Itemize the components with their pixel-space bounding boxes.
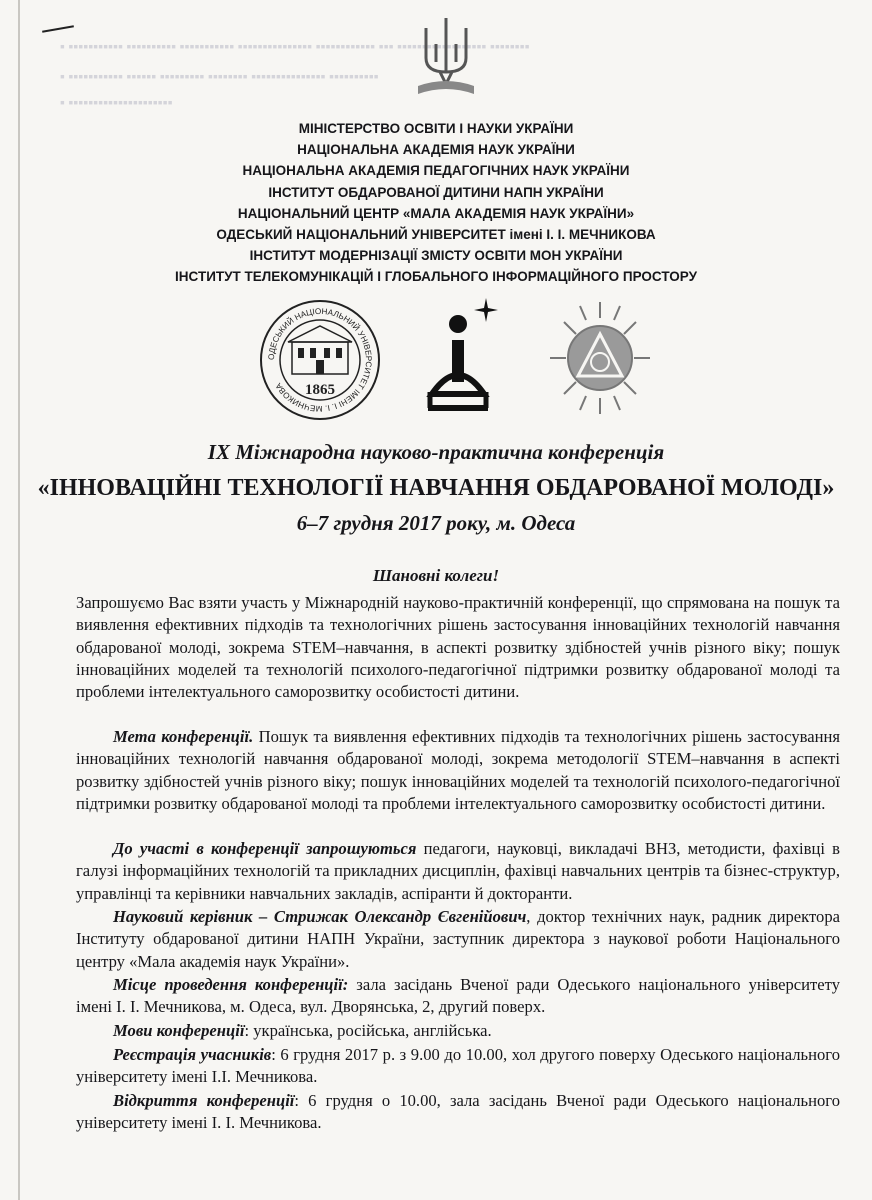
paragraph-lead: Науковий керівник – Стрижак Олександр Євгенійович xyxy=(113,907,527,926)
paragraph-registration xyxy=(76,1044,840,1089)
organization-line: ІНСТИТУТ ТЕЛЕКОМУНІКАЦІЙ І ГЛОБАЛЬНОГО ІНФОРМАЦІЙНОГО ПРОСТОРУ xyxy=(175,269,697,285)
paragraph-text: зала засідань Вченої ради Одеського національного університету імені І. І. Мечникова, м. Одеса, вул. Дворянська, 2, другий поверх. xyxy=(76,975,840,1017)
paragraph-text: Пошук та виявлення ефективних підходів та технологічних рішень застосування інноваційних технологій навчання обдарованої молоді, зокрема методології STEM–навчання в аспекті розвитку здібностей учнів різного віку; пошук інноваційних моделей та технологій психолого-педагогічної підтримки розвитку обдарованої молоді та проблеми інтелектуального саморозвитку особистості дитини. xyxy=(76,727,840,813)
organization-line: ІНСТИТУТ МОДЕРНІЗАЦІЇ ЗМІСТУ ОСВІТИ МОН УКРАЇНИ xyxy=(249,248,623,264)
gifted-child-institute-logo-icon xyxy=(422,296,502,414)
paragraph-text: : 6 грудня 2017 р. з 9.00 до 10.00, хол другого поверху Одеського національного університету імені І.І. Мечникова. xyxy=(76,1045,840,1087)
mal-academy-logo-icon xyxy=(548,300,652,416)
greeting: Шановні колеги! xyxy=(372,566,500,585)
bleed-through-text: ▪ ▪▪▪▪▪▪▪▪▪▪▪ ▪▪▪▪▪▪ ▪▪▪▪▪▪▪▪▪ ▪▪▪▪▪▪▪▪ ▪▪▪▪▪▪▪▪▪▪▪▪▪▪▪ ▪▪▪▪▪▪▪▪▪▪ xyxy=(60,70,379,85)
logos-row xyxy=(0,296,872,426)
paragraph-text: , доктор технічних наук, радник директора Інституту обдарованої дитини НАПН України, заступник директора з наукової роботи Національного центру «Мала академія наук України». xyxy=(76,907,840,971)
coat-of-arms-icon xyxy=(414,14,478,98)
paragraph-lead: Місце проведення конференції: xyxy=(113,975,349,994)
paragraph-lead: Мета конференції. xyxy=(113,727,254,746)
paragraph-opening xyxy=(76,1090,840,1135)
organization-line: ІНСТИТУТ ОБДАРОВАНОЇ ДИТИНИ НАПН УКРАЇНИ xyxy=(268,184,604,200)
paragraph-venue xyxy=(76,974,840,1019)
organization-line: НАЦІОНАЛЬНИЙ ЦЕНТР «МАЛА АКАДЕМІЯ НАУК УКРАЇНИ» xyxy=(237,205,635,221)
pen-mark xyxy=(42,25,74,33)
conference-date-place: 6–7 грудня 2017 року, м. Одеса xyxy=(296,511,576,535)
intro-paragraph xyxy=(76,592,840,703)
organization-line: НАЦІОНАЛЬНА АКАДЕМІЯ ПЕДАГОГІЧНИХ НАУК УКРАЇНИ xyxy=(242,163,630,179)
paragraph-text: : 6 грудня о 10.00, зала засідань Вченої ради Одеського національного університету імені І. І. Мечникова. xyxy=(76,1091,840,1133)
bleed-through-text: ▪ ▪▪▪▪▪▪▪▪▪▪▪ ▪▪▪▪▪▪▪▪▪▪ ▪▪▪▪▪▪▪▪▪▪▪ ▪▪▪▪▪▪▪▪▪▪▪▪▪▪▪ ▪▪▪▪▪▪▪▪▪▪▪▪ ▪▪▪ ▪▪▪▪▪▪▪▪▪▪▪▪▪▪▪▪▪▪ ▪▪▪▪▪▪▪▪ xyxy=(60,40,530,55)
paragraph-lead: Реєстрація учасників xyxy=(113,1045,272,1064)
paragraph-lead: До участі в конференції запрошуються xyxy=(113,839,417,858)
paragraph-supervisor xyxy=(76,906,840,973)
university-logo-icon xyxy=(258,298,382,422)
paragraph-lead: Відкриття конференції xyxy=(113,1091,295,1110)
university-ring-text: ОДЕСЬКИЙ НАЦІОНАЛЬНИЙ УНІВЕРСИТЕТ ІМЕНІ І. І. МЕЧНИКОВА xyxy=(266,306,374,414)
organization-line: ОДЕСЬКИЙ НАЦІОНАЛЬНИЙ УНІВЕРСИТЕТ імені І. І. МЕЧНИКОВА xyxy=(216,227,656,243)
paragraph-text: : українська, російська, англійська. xyxy=(244,1021,492,1040)
paragraph-text: педагоги, науковці, викладачі ВНЗ, методисти, фахівці в галузі інформаційних технологій та прикладних дисциплін, фахівці навчальних центрів та бізнес-структур, управлінці та керівники навчальних закладів, аспіранти й докторанти. xyxy=(76,839,841,903)
paragraph-goal xyxy=(76,726,840,815)
organization-line: НАЦІОНАЛЬНА АКАДЕМІЯ НАУК УКРАЇНИ xyxy=(297,142,575,158)
paragraph-participants xyxy=(76,838,840,905)
paragraph-languages xyxy=(76,1020,840,1042)
conference-number: IX Міжнародна науково-практична конференція xyxy=(207,440,665,464)
organizations-list xyxy=(0,118,872,288)
bleed-through-text: ▪ ▪▪▪▪▪▪▪▪▪▪▪▪▪▪▪▪▪▪▪▪▪ xyxy=(60,96,173,111)
organization-line: МІНІСТЕРСТВО ОСВІТИ І НАУКИ УКРАЇНИ xyxy=(298,121,574,136)
intro-text: Запрошуємо Вас взяти участь у Міжнародній науково-практичній конференції, що спрямована на пошук та виявлення ефективних підходів та технологічних рішень застосування інноваційних технологій навчання обдарованої молоді, зокрема STEM–навчання, в аспекті розвитку здібностей учнів різного віку; пошук інноваційних моделей та технологій психолого-педагогічної підтримки розвитку обдарованої молоді та проблеми інтелектуального саморозвитку особистості дитини. xyxy=(76,593,840,702)
conference-title: «ІННОВАЦІЙНІ ТЕХНОЛОГІЇ НАВЧАННЯ ОБДАРОВАНОЇ МОЛОДІ» xyxy=(37,475,835,501)
university-year: 1865 xyxy=(305,382,335,398)
paragraph-lead: Мови конференції xyxy=(113,1021,245,1040)
